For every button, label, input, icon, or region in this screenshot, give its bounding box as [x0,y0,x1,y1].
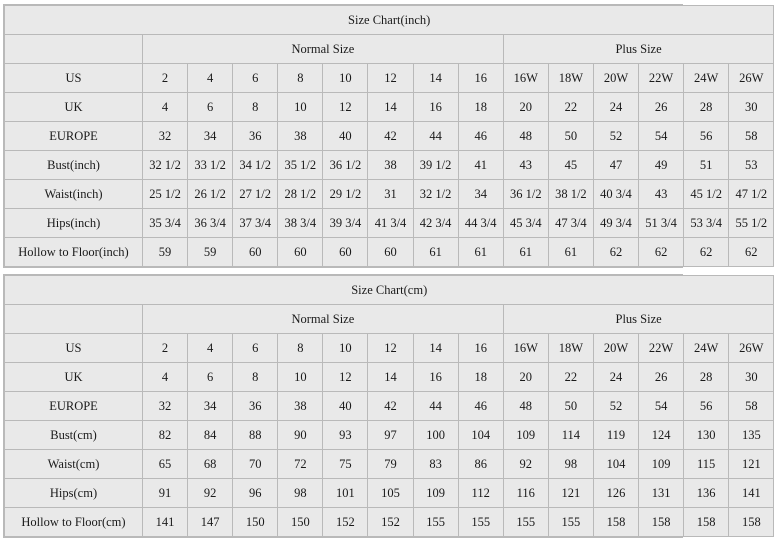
table-row [5,64,774,93]
table-cell: 8 [233,363,278,392]
table-cell: 56 [684,392,729,421]
table-cell: 36 [233,122,278,151]
table-cell: 25 1/2 [143,180,188,209]
table-cell: 141 [143,508,188,537]
table-cell: 101 [323,479,368,508]
table-cell: 26 1/2 [188,180,233,209]
table-cell: 83 [413,450,458,479]
table-cell: 98 [548,450,593,479]
table-row [5,334,774,363]
table-cell: 28 1/2 [278,180,323,209]
table-row [5,122,774,151]
table-cell: 72 [278,450,323,479]
table-cell: 4 [188,64,233,93]
table-cell: 26W [729,64,774,93]
table-cell: 18W [548,64,593,93]
table-cell: 34 [188,392,233,421]
table-cell: 22 [548,93,593,122]
table-cell: 12 [323,93,368,122]
table-cell: 121 [548,479,593,508]
table-cell: 38 [278,392,323,421]
table-cell: 152 [368,508,413,537]
table-cell: 61 [458,238,503,267]
table-cell: 43 [503,151,548,180]
table-cell: 34 1/2 [233,151,278,180]
table-cell: 155 [503,508,548,537]
table-cell: 62 [593,238,638,267]
table-cell: 8 [278,64,323,93]
table-cell: 49 3/4 [593,209,638,238]
table-cell: 2 [143,64,188,93]
table-cell: 14 [368,363,413,392]
group-header-normal-size: Normal Size [143,305,504,334]
table-cell: 126 [593,479,638,508]
table-row [5,151,774,180]
table-cell: 30 [729,93,774,122]
table-cell: 75 [323,450,368,479]
table-cell: 14 [413,334,458,363]
table-cell: 131 [639,479,684,508]
table-row [5,180,774,209]
chart-title: Size Chart(inch) [5,6,774,35]
table-cell: 112 [458,479,503,508]
table-cell: 24 [593,363,638,392]
table-cell: 16 [458,64,503,93]
table-cell: 16 [458,334,503,363]
table-cell: 43 [639,180,684,209]
table-cell: 32 [143,392,188,421]
table-cell: 54 [639,122,684,151]
table-cell: 18 [458,93,503,122]
table-cell: 58 [729,122,774,151]
table-cell: 12 [368,64,413,93]
table-cell: 40 [323,392,368,421]
table-cell: 53 3/4 [684,209,729,238]
table-cell: 62 [684,238,729,267]
table-row [5,363,774,392]
table-cell: 16 [413,93,458,122]
table-cell: 47 [593,151,638,180]
chart-title-row [5,6,774,35]
table-cell: 18W [548,334,593,363]
table-cell: 60 [278,238,323,267]
table-cell: 8 [233,93,278,122]
table-row [5,450,774,479]
table-cell: 136 [684,479,729,508]
table-cell: 124 [639,421,684,450]
table-cell: 70 [233,450,278,479]
table-cell: 52 [593,122,638,151]
table-cell: 65 [143,450,188,479]
table-cell: 51 3/4 [639,209,684,238]
table-cell: 121 [729,450,774,479]
table-cell: 91 [143,479,188,508]
table-cell: 16W [503,64,548,93]
table-cell: 92 [188,479,233,508]
table-cell: 147 [188,508,233,537]
table-cell: 27 1/2 [233,180,278,209]
table-cell: 79 [368,450,413,479]
table-cell: 2 [143,334,188,363]
table-cell: 60 [368,238,413,267]
table-cell: 150 [233,508,278,537]
table-cell: 38 1/2 [548,180,593,209]
row-label: EUROPE [5,122,143,151]
table-cell: 10 [278,93,323,122]
table-cell: 97 [368,421,413,450]
table-cell: 6 [188,363,233,392]
size-chart-inch-table [4,5,774,267]
table-cell: 38 3/4 [278,209,323,238]
table-cell: 50 [548,122,593,151]
table-cell: 36 1/2 [503,180,548,209]
table-cell: 150 [278,508,323,537]
table-cell: 152 [323,508,368,537]
table-cell: 35 1/2 [278,151,323,180]
table-cell: 32 1/2 [143,151,188,180]
table-row [5,421,774,450]
table-cell: 24W [684,334,729,363]
table-cell: 86 [458,450,503,479]
table-cell: 33 1/2 [188,151,233,180]
chart-title-row [5,276,774,305]
table-cell: 116 [503,479,548,508]
table-cell: 38 [368,151,413,180]
size-chart-inch-body [5,6,774,267]
table-cell: 4 [188,334,233,363]
table-cell: 130 [684,421,729,450]
table-cell: 22W [639,64,684,93]
table-cell: 8 [278,334,323,363]
table-cell: 29 1/2 [323,180,368,209]
table-cell: 42 3/4 [413,209,458,238]
row-label: US [5,334,143,363]
table-cell: 14 [413,64,458,93]
table-cell: 53 [729,151,774,180]
table-cell: 32 [143,122,188,151]
table-cell: 68 [188,450,233,479]
group-header-blank [5,305,143,334]
table-cell: 56 [684,122,729,151]
table-cell: 22 [548,363,593,392]
row-label: Hips(inch) [5,209,143,238]
table-cell: 38 [278,122,323,151]
table-cell: 114 [548,421,593,450]
table-cell: 36 3/4 [188,209,233,238]
table-cell: 55 1/2 [729,209,774,238]
table-cell: 18 [458,363,503,392]
table-cell: 155 [548,508,593,537]
table-cell: 20W [593,334,638,363]
table-cell: 104 [593,450,638,479]
table-cell: 47 3/4 [548,209,593,238]
table-cell: 20 [503,363,548,392]
row-label: Waist(inch) [5,180,143,209]
group-header-plus-size: Plus Size [503,35,774,64]
table-cell: 41 [458,151,503,180]
chart-title: Size Chart(cm) [5,276,774,305]
table-row [5,508,774,537]
table-cell: 60 [323,238,368,267]
table-cell: 44 3/4 [458,209,503,238]
table-cell: 40 [323,122,368,151]
table-cell: 49 [639,151,684,180]
table-cell: 14 [368,93,413,122]
table-cell: 62 [729,238,774,267]
table-cell: 60 [233,238,278,267]
table-cell: 109 [503,421,548,450]
table-cell: 45 [548,151,593,180]
table-cell: 52 [593,392,638,421]
table-cell: 158 [684,508,729,537]
group-header-row [5,305,774,334]
table-cell: 59 [143,238,188,267]
table-cell: 96 [233,479,278,508]
table-cell: 39 1/2 [413,151,458,180]
table-cell: 109 [639,450,684,479]
table-cell: 44 [413,392,458,421]
table-cell: 36 1/2 [323,151,368,180]
table-cell: 93 [323,421,368,450]
row-label: Hollow to Floor(inch) [5,238,143,267]
table-cell: 42 [368,392,413,421]
table-cell: 115 [684,450,729,479]
table-cell: 158 [639,508,684,537]
table-cell: 16 [413,363,458,392]
table-row [5,479,774,508]
row-label: Bust(inch) [5,151,143,180]
table-cell: 61 [548,238,593,267]
size-chart-cm-table [4,275,774,537]
table-cell: 155 [413,508,458,537]
table-cell: 39 3/4 [323,209,368,238]
table-cell: 158 [729,508,774,537]
group-header-normal-size: Normal Size [143,35,504,64]
table-cell: 109 [413,479,458,508]
table-cell: 84 [188,421,233,450]
group-header-plus-size: Plus Size [503,305,774,334]
table-cell: 42 [368,122,413,151]
table-row [5,93,774,122]
table-cell: 119 [593,421,638,450]
table-cell: 46 [458,392,503,421]
table-cell: 50 [548,392,593,421]
table-cell: 32 1/2 [413,180,458,209]
table-cell: 6 [233,64,278,93]
group-header-blank [5,35,143,64]
table-cell: 155 [458,508,503,537]
table-cell: 59 [188,238,233,267]
table-cell: 46 [458,122,503,151]
row-label: EUROPE [5,392,143,421]
table-cell: 10 [278,363,323,392]
table-cell: 37 3/4 [233,209,278,238]
table-cell: 40 3/4 [593,180,638,209]
table-cell: 88 [233,421,278,450]
row-label: UK [5,93,143,122]
table-cell: 24 [593,93,638,122]
table-cell: 22W [639,334,684,363]
table-cell: 105 [368,479,413,508]
table-cell: 24W [684,64,729,93]
table-row [5,392,774,421]
table-cell: 135 [729,421,774,450]
size-chart-cm-body [5,276,774,537]
row-label: US [5,64,143,93]
table-cell: 12 [368,334,413,363]
table-cell: 12 [323,363,368,392]
table-cell: 28 [684,363,729,392]
table-cell: 6 [188,93,233,122]
size-chart-inch [3,4,768,268]
table-cell: 36 [233,392,278,421]
table-cell: 26 [639,93,684,122]
table-cell: 47 1/2 [729,180,774,209]
table-cell: 141 [729,479,774,508]
table-row [5,238,774,267]
table-cell: 82 [143,421,188,450]
table-cell: 51 [684,151,729,180]
table-cell: 48 [503,122,548,151]
table-cell: 104 [458,421,503,450]
table-cell: 48 [503,392,548,421]
table-cell: 90 [278,421,323,450]
group-header-row [5,35,774,64]
table-cell: 20W [593,64,638,93]
table-cell: 41 3/4 [368,209,413,238]
row-label: Bust(cm) [5,421,143,450]
table-cell: 10 [323,334,368,363]
table-cell: 6 [233,334,278,363]
size-chart-cm [3,274,764,538]
table-cell: 98 [278,479,323,508]
table-cell: 34 [188,122,233,151]
table-cell: 16W [503,334,548,363]
table-cell: 26W [729,334,774,363]
table-row [5,209,774,238]
table-cell: 61 [413,238,458,267]
table-cell: 31 [368,180,413,209]
table-cell: 34 [458,180,503,209]
table-cell: 100 [413,421,458,450]
table-cell: 44 [413,122,458,151]
table-cell: 26 [639,363,684,392]
table-cell: 20 [503,93,548,122]
table-cell: 4 [143,93,188,122]
table-cell: 54 [639,392,684,421]
table-cell: 45 3/4 [503,209,548,238]
table-cell: 30 [729,363,774,392]
row-label: Hollow to Floor(cm) [5,508,143,537]
row-label: Hips(cm) [5,479,143,508]
table-cell: 4 [143,363,188,392]
row-label: UK [5,363,143,392]
table-cell: 35 3/4 [143,209,188,238]
table-cell: 28 [684,93,729,122]
table-cell: 10 [323,64,368,93]
table-cell: 158 [593,508,638,537]
table-cell: 58 [729,392,774,421]
table-cell: 92 [503,450,548,479]
table-cell: 61 [503,238,548,267]
row-label: Waist(cm) [5,450,143,479]
table-cell: 62 [639,238,684,267]
table-cell: 45 1/2 [684,180,729,209]
